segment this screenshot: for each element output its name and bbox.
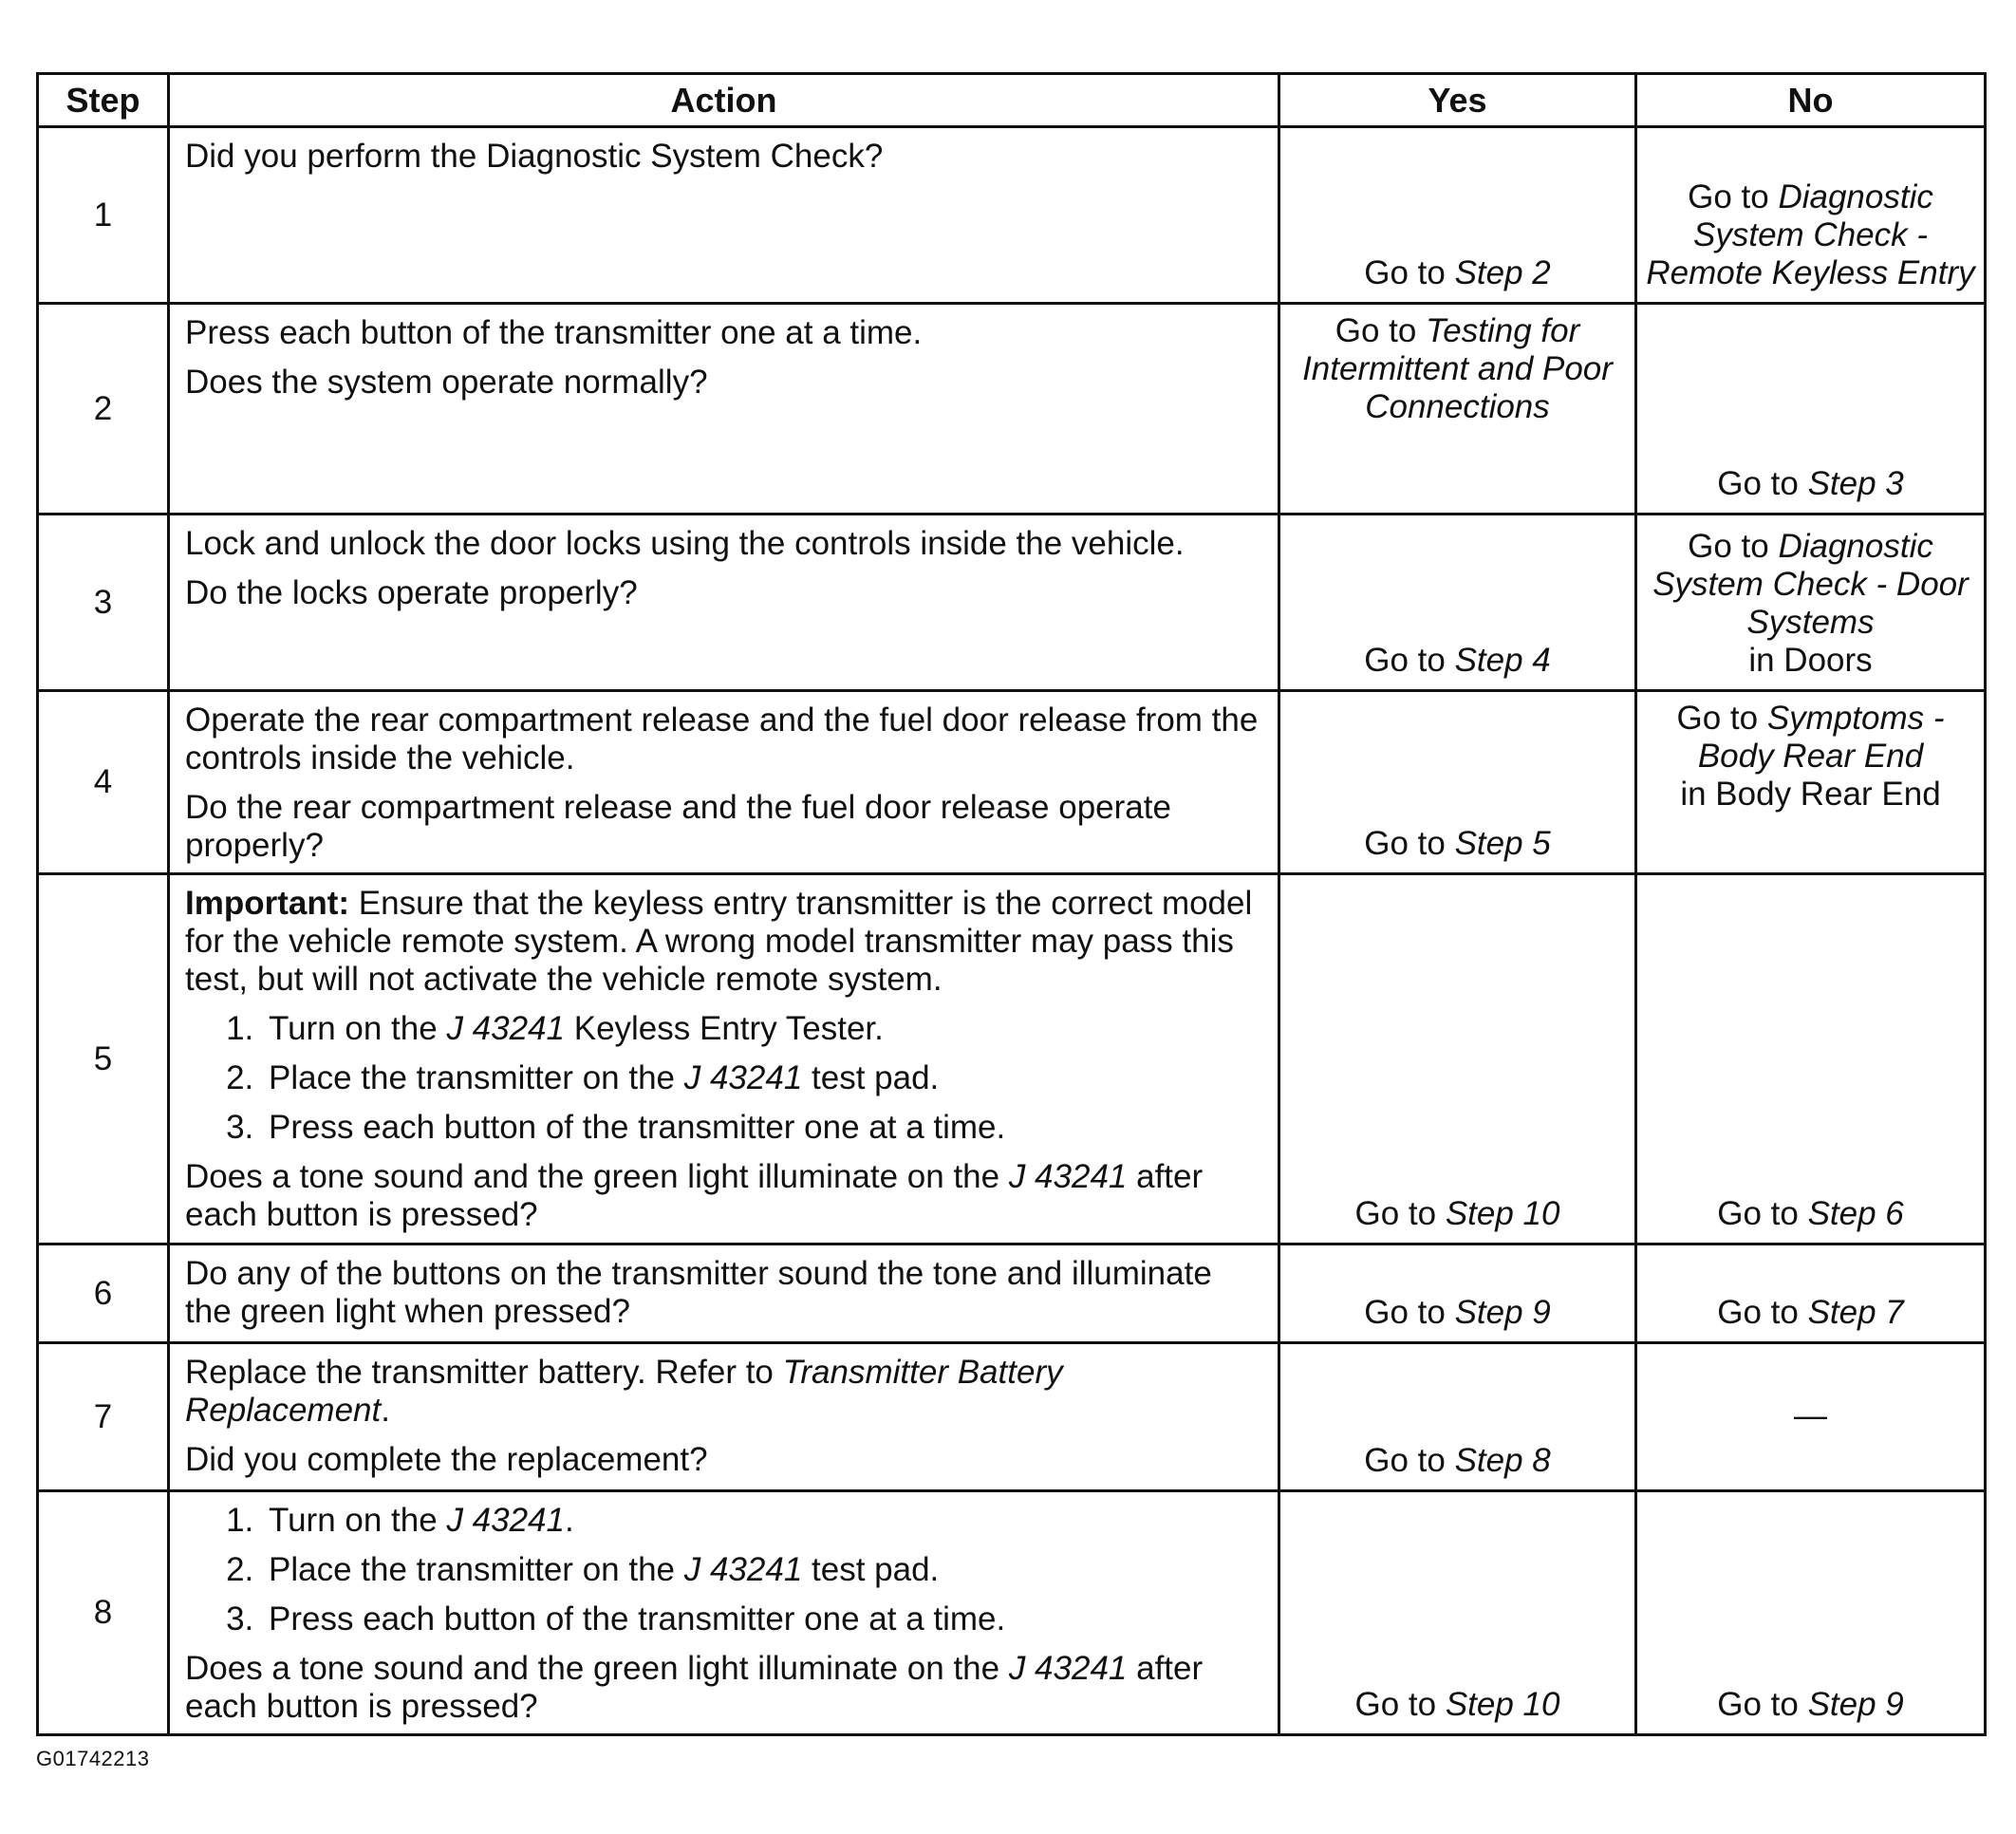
action-question: Do the locks operate properly? xyxy=(185,574,638,611)
list-text: test pad. xyxy=(802,1059,940,1096)
yes-step-ref: Step 8 xyxy=(1454,1442,1551,1479)
table-row xyxy=(38,1244,1986,1343)
action-question xyxy=(185,1650,1262,1726)
list-item xyxy=(263,1109,1262,1147)
list-item xyxy=(263,1059,1262,1097)
yes-step-ref: Step 2 xyxy=(1454,254,1551,291)
yes-prefix: Go to xyxy=(1364,642,1455,679)
procedure-list xyxy=(185,1010,1262,1147)
list-item xyxy=(263,1502,1262,1540)
no-dash: — xyxy=(1794,1396,1827,1434)
table-row xyxy=(38,1343,1986,1491)
action-cell xyxy=(169,127,1279,304)
yes-step-ref: Step 4 xyxy=(1454,642,1551,679)
action-cell xyxy=(169,1343,1279,1491)
table-row xyxy=(38,515,1986,691)
no-prefix: Go to xyxy=(1717,1294,1808,1331)
step-number: 7 xyxy=(38,1343,169,1491)
yes-cell xyxy=(1279,127,1636,304)
step-number: 3 xyxy=(38,515,169,691)
step-number: 4 xyxy=(38,691,169,874)
important-text: Ensure that the keyless entry transmitter is the correct model for the vehicle remote system. A wrong model transmitter may pass this test, but will not activate the vehicle remote system. xyxy=(185,885,1253,998)
tool-ref: J 43241 xyxy=(683,1059,803,1096)
list-item xyxy=(263,1600,1262,1638)
action-text-part: . xyxy=(381,1392,390,1429)
yes-prefix: Go to xyxy=(1364,254,1455,291)
no-step-ref: Step 6 xyxy=(1807,1195,1904,1232)
yes-cell xyxy=(1279,1343,1636,1491)
no-cell xyxy=(1636,1343,1986,1491)
list-text: test pad. xyxy=(802,1551,940,1588)
table-row xyxy=(38,1491,1986,1735)
action-question: Do any of the buttons on the transmitter sound the tone and illuminate the green light when pressed? xyxy=(185,1255,1212,1330)
no-step-ref: Step 7 xyxy=(1807,1294,1904,1331)
no-prefix: Go to xyxy=(1688,178,1779,215)
step-number: 2 xyxy=(38,304,169,515)
yes-cell xyxy=(1279,515,1636,691)
action-question: Does the system operate normally? xyxy=(185,364,708,401)
yes-cell xyxy=(1279,1244,1636,1343)
tool-ref: J 43241 xyxy=(1008,1650,1128,1687)
procedure-ref: Transmitter Battery Replacement xyxy=(185,1354,1063,1429)
diagnostic-table-container xyxy=(36,72,1984,1736)
yes-prefix: Go to xyxy=(1335,312,1427,349)
action-cell xyxy=(169,515,1279,691)
list-text: Place the transmitter on the xyxy=(269,1059,684,1096)
table-row xyxy=(38,874,1986,1244)
yes-step-ref: Step 10 xyxy=(1445,1195,1560,1232)
question-text: after each button is pressed? xyxy=(185,1158,1204,1233)
action-text xyxy=(185,1354,1262,1430)
list-text: Turn on the xyxy=(269,1010,447,1047)
header-yes: Yes xyxy=(1279,74,1636,127)
no-cell xyxy=(1636,304,1986,515)
table-row xyxy=(38,691,1986,874)
step-number: 8 xyxy=(38,1491,169,1735)
no-prefix: Go to xyxy=(1717,1195,1808,1232)
action-question: Do the rear compartment release and the fuel door release operate properly? xyxy=(185,789,1171,864)
yes-prefix: Go to xyxy=(1364,1294,1455,1331)
important-label: Important: xyxy=(185,885,350,922)
step-number: 5 xyxy=(38,874,169,1244)
tool-ref: J 43241 xyxy=(1008,1158,1128,1195)
table-header-row xyxy=(38,74,1986,127)
no-cell xyxy=(1636,515,1986,691)
diagnostic-table xyxy=(36,72,1987,1736)
no-cell xyxy=(1636,874,1986,1244)
header-action: Action xyxy=(169,74,1279,127)
no-step-ref: Step 9 xyxy=(1807,1686,1904,1723)
table-row xyxy=(38,127,1986,304)
step-number: 1 xyxy=(38,127,169,304)
action-question: Did you complete the replacement? xyxy=(185,1441,708,1478)
yes-step-ref: Step 9 xyxy=(1454,1294,1551,1331)
list-text: Turn on the xyxy=(269,1502,447,1539)
list-text: Press each button of the transmitter one at a time. xyxy=(269,1109,1006,1146)
yes-step-ref: Step 10 xyxy=(1445,1686,1560,1723)
no-procedure-ref: Symptoms - Body Rear End xyxy=(1697,700,1945,775)
list-text: Keyless Entry Tester. xyxy=(565,1010,884,1047)
list-item xyxy=(263,1010,1262,1048)
header-no: No xyxy=(1636,74,1986,127)
question-text: after each button is pressed? xyxy=(185,1650,1204,1725)
yes-cell xyxy=(1279,304,1636,515)
action-text: Did you perform the Diagnostic System Check? xyxy=(185,138,884,175)
no-prefix: Go to xyxy=(1717,1686,1808,1723)
no-prefix: Go to xyxy=(1688,528,1779,565)
action-text: Operate the rear compartment release and the fuel door release from the controls inside the vehicle. xyxy=(185,702,1259,777)
yes-procedure-ref: Testing for Intermittent and Poor Connections xyxy=(1302,312,1613,425)
action-question xyxy=(185,1158,1262,1234)
table-row xyxy=(38,304,1986,515)
yes-cell xyxy=(1279,1491,1636,1735)
action-cell xyxy=(169,1244,1279,1343)
action-text: Lock and unlock the door locks using the controls inside the vehicle. xyxy=(185,525,1185,562)
yes-cell xyxy=(1279,691,1636,874)
no-section-ref: in Doors xyxy=(1748,642,1873,679)
step-number: 6 xyxy=(38,1244,169,1343)
header-step: Step xyxy=(38,74,169,127)
action-cell xyxy=(169,304,1279,515)
question-text: Does a tone sound and the green light illuminate on the xyxy=(185,1158,1009,1195)
no-cell xyxy=(1636,127,1986,304)
action-text-part: Replace the transmitter battery. Refer to xyxy=(185,1354,783,1391)
yes-step-ref: Step 5 xyxy=(1454,825,1551,862)
yes-prefix: Go to xyxy=(1354,1195,1446,1232)
yes-prefix: Go to xyxy=(1354,1686,1446,1723)
no-prefix: Go to xyxy=(1717,465,1808,502)
question-text: Does a tone sound and the green light illuminate on the xyxy=(185,1650,1009,1687)
tool-ref: J 43241 xyxy=(446,1502,565,1539)
no-cell xyxy=(1636,1491,1986,1735)
no-step-ref: Step 3 xyxy=(1807,465,1904,502)
no-prefix: Go to xyxy=(1676,700,1767,737)
list-text: Place the transmitter on the xyxy=(269,1551,684,1588)
no-section-ref: in Body Rear End xyxy=(1680,776,1941,813)
yes-cell xyxy=(1279,874,1636,1244)
procedure-list xyxy=(185,1502,1262,1638)
tool-ref: J 43241 xyxy=(446,1010,565,1047)
tool-ref: J 43241 xyxy=(683,1551,803,1588)
no-cell xyxy=(1636,691,1986,874)
action-cell xyxy=(169,691,1279,874)
no-procedure-ref: Diagnostic System Check - Door Systems xyxy=(1652,528,1969,641)
action-text: Press each button of the transmitter one at a time. xyxy=(185,314,923,351)
no-cell xyxy=(1636,1244,1986,1343)
list-text: Press each button of the transmitter one at a time. xyxy=(269,1600,1006,1638)
yes-prefix: Go to xyxy=(1364,825,1455,862)
important-note xyxy=(185,885,1262,999)
action-cell xyxy=(169,874,1279,1244)
action-cell xyxy=(169,1491,1279,1735)
yes-prefix: Go to xyxy=(1364,1442,1455,1479)
no-procedure-ref: Diagnostic System Check - Remote Keyless Entry xyxy=(1646,178,1975,291)
figure-id: G01742213 xyxy=(36,1747,150,1770)
list-text: . xyxy=(565,1502,574,1539)
list-item xyxy=(263,1551,1262,1589)
